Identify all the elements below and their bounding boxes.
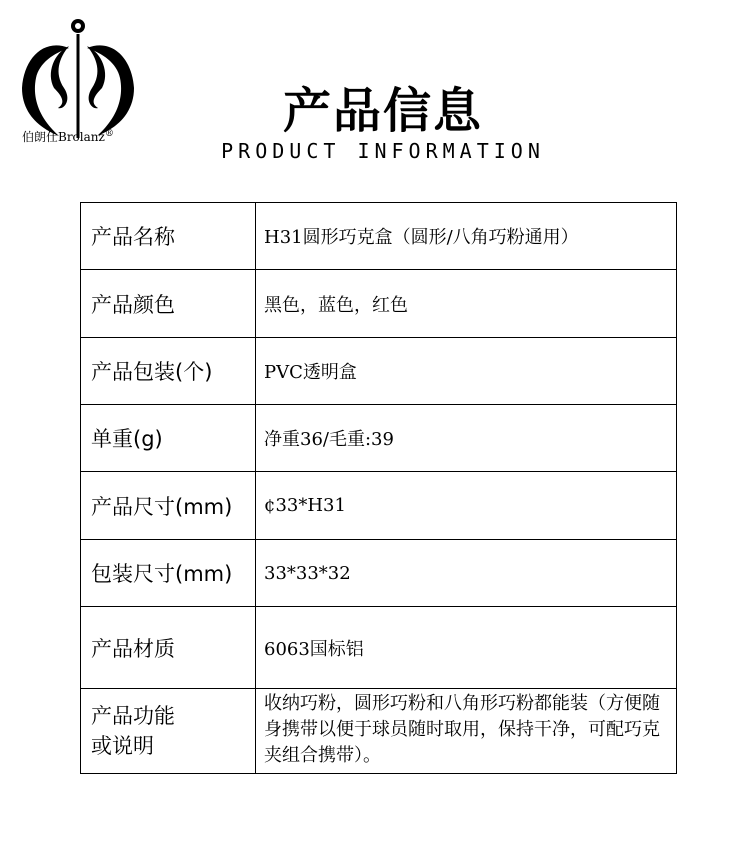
row-value: 6063国标铝 <box>256 607 677 689</box>
row-label: 产品尺寸(mm) <box>81 472 256 540</box>
table-row <box>81 270 677 338</box>
table-row <box>81 203 677 270</box>
table-row <box>81 607 677 689</box>
row-value: PVC透明盒 <box>256 338 677 405</box>
row-value: 收纳巧粉，圆形巧粉和八角形巧粉都能装（方便随身携带以便于球员随时取用，保持干净，可配巧克夹组合携带）。 <box>256 689 677 774</box>
registered-mark: ® <box>104 129 114 139</box>
table-row <box>81 689 677 774</box>
brand-name: 伯朗仕Brolanz <box>22 130 105 144</box>
page-title: 产品信息 <box>282 83 483 139</box>
row-value: H31圆形巧克盒（圆形/八角巧粉通用） <box>256 203 677 270</box>
page-subtitle: PRODUCT INFORMATION <box>221 139 545 163</box>
table-row <box>81 405 677 472</box>
row-label: 包装尺寸(mm) <box>81 540 256 607</box>
row-value: ¢33*H31 <box>256 472 677 540</box>
table-row <box>81 338 677 405</box>
row-label: 产品包装(个) <box>81 338 256 405</box>
row-label: 产品颜色 <box>81 270 256 338</box>
row-label: 产品名称 <box>81 203 256 270</box>
row-value: 33*33*32 <box>256 540 677 607</box>
table-row <box>81 472 677 540</box>
row-label: 单重(g) <box>81 405 256 472</box>
row-value: 净重36/毛重:39 <box>256 405 677 472</box>
product-info-table <box>80 202 677 774</box>
row-label: 产品材质 <box>81 607 256 689</box>
row-label: 产品功能 或说明 <box>81 689 256 774</box>
table-row <box>81 540 677 607</box>
row-value: 黑色，蓝色，红色 <box>256 270 677 338</box>
